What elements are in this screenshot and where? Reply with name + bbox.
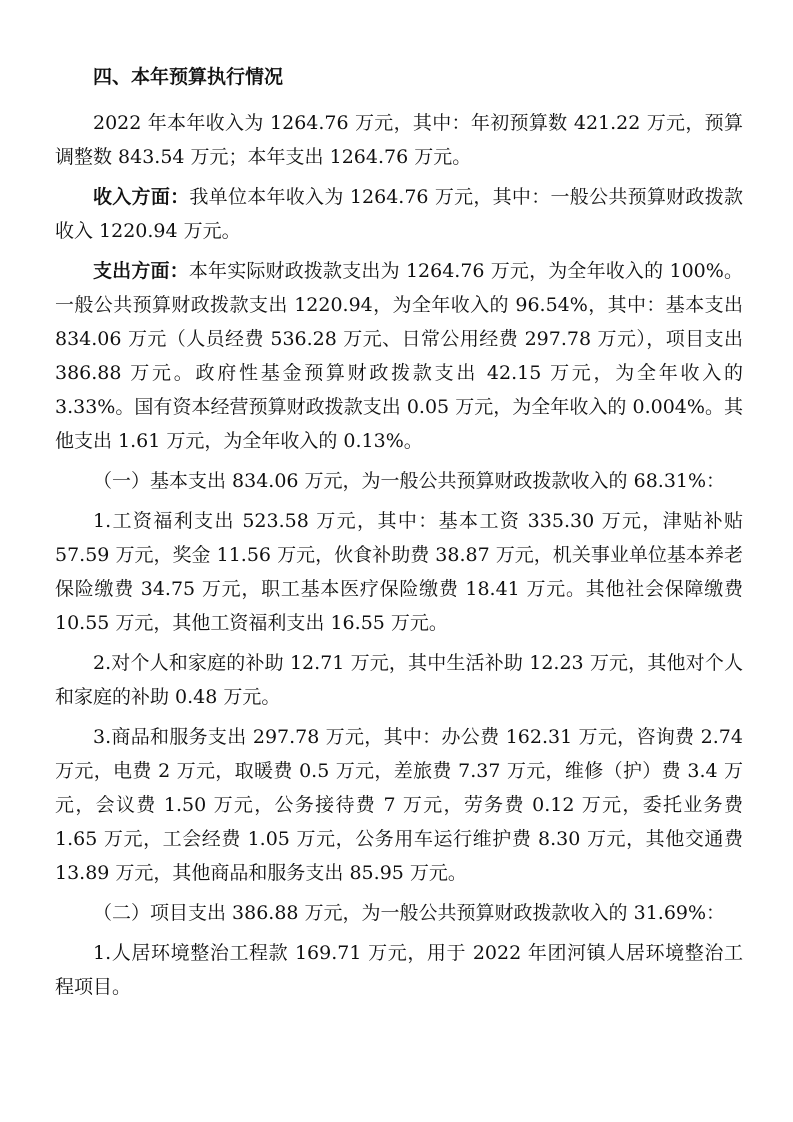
paragraph-project-expenditure: （二）项目支出 386.88 万元，为一般公共预算财政拨款收入的 31.69%： xyxy=(93,902,726,924)
paragraph-environment-project: 1.人居环境整治工程款 169.71 万元，用于 2022 年团河镇人居环境整治工程项目。 xyxy=(55,942,743,998)
paragraph-personal-subsidy: 2.对个人和家庭的补助 12.71 万元，其中生活补助 12.23 万元，其他对个人和家庭的补助 0.48 万元。 xyxy=(55,652,743,708)
paragraph-income-side xyxy=(55,180,743,248)
paragraph-wage-welfare: 1.工资福利支出 523.58 万元，其中：基本工资 335.30 万元，津贴补贴 57.59 万元，奖金 11.56 万元，伙食补助费 38.87 万元，机关事业单位基本养老保险缴费 34.75 万元，职工基本医疗保险缴费 18.41 万元。其他社会保障缴费 10.55 万元，其他工资福利支出 16.55 万元。 xyxy=(55,510,743,634)
paragraph-annual-income: 2022 年本年收入为 1264.76 万元，其中：年初预算数 421.22 万元，预算调整数 843.54 万元；本年支出 1264.76 万元。 xyxy=(55,112,743,168)
section-heading: 四、本年预算执行情况 xyxy=(93,66,284,88)
income-lead: 收入方面： xyxy=(93,186,190,208)
paragraph-basic-expenditure: （一）基本支出 834.06 万元，为一般公共预算财政拨款收入的 68.31%： xyxy=(93,470,726,492)
income-body: 我单位本年收入为 1264.76 万元，其中：一般公共预算财政拨款收入 1220.94 万元。 xyxy=(55,186,743,242)
expenditure-body: 本年实际财政拨款支出为 1264.76 万元，为全年收入的 100%。一般公共预算财政拨款支出 1220.94，为全年收入的 96.54%，其中：基本支出 834.06 万元（人员经费 536.28 万元、日常公用经费 297.78 万元），项目支出 386.88 万元。政府性基金预算财政拨款支出 42.15 万元，为全年收入的 3.33%。国有资本经营预算财政拨款支出 0.05 万元，为全年收入的 0.004%。其他支出 1.61 万元，为全年收入的 0.13%。 xyxy=(55,260,743,452)
paragraph-expenditure-side xyxy=(55,254,743,458)
paragraph-goods-services: 3.商品和服务支出 297.78 万元，其中：办公费 162.31 万元，咨询费 2.74 万元，电费 2 万元，取暖费 0.5 万元，差旅费 7.37 万元，维修（护）费 3.4 万元，会议费 1.50 万元，公务接待费 7 万元，劳务费 0.12 万元，委托业务费 1.65 万元，工会经费 1.05 万元，公务用车运行维护费 8.30 万元，其他交通费 13.89 万元，其他商品和服务支出 85.95 万元。 xyxy=(55,726,743,884)
expenditure-lead: 支出方面： xyxy=(93,260,189,282)
